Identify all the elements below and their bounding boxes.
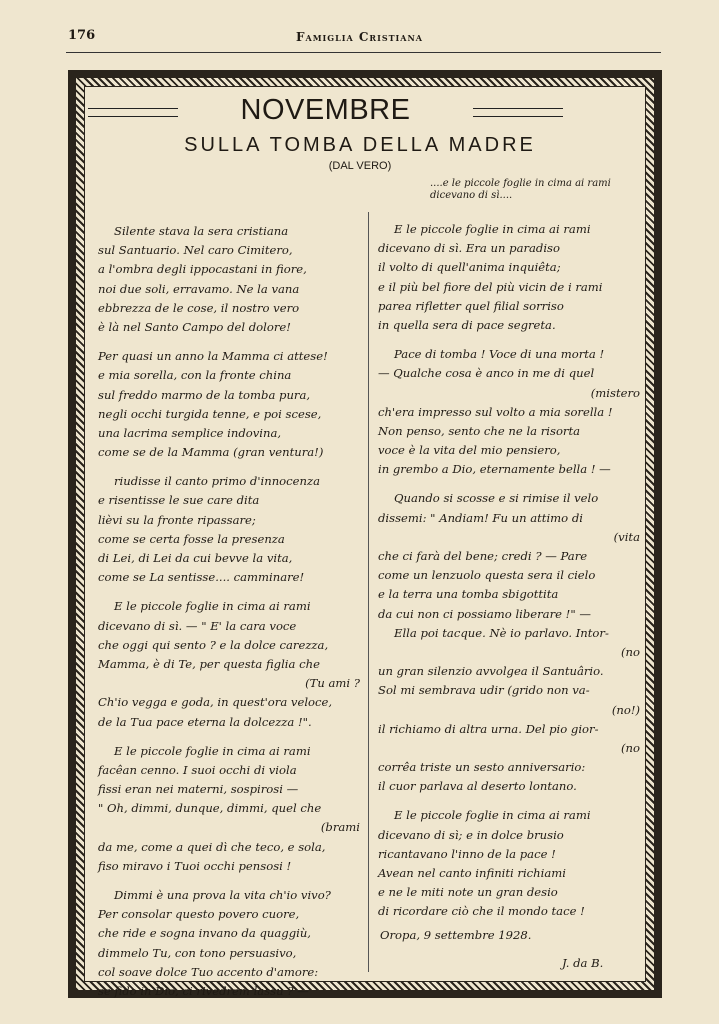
verse-line: e il più bel fiore del più vicin de i rami: [378, 279, 603, 294]
verse-line: da cui non ci possiamo liberare !" —: [378, 606, 591, 621]
verse-line: Non penso, sento che ne la risorta: [378, 423, 581, 438]
stanza: [98, 347, 360, 462]
verse-line: il volto di quell'anima inquiêta;: [378, 260, 561, 275]
verse-line: parea rifletter quel filial sorriso: [378, 298, 564, 313]
poem-note: (DAL VERO): [328, 160, 392, 172]
title-row: [88, 94, 563, 132]
running-head: Famiglia Cristiana: [295, 30, 424, 44]
verse-line: Pace di tomba ! Voce di una morta !: [394, 347, 605, 362]
signature: J. da B.: [562, 956, 604, 970]
verse-line: dissemi: " Andiam! Fu un attimo di: [378, 510, 583, 525]
verse-line: come un lenzuolo questa sera il cielo: [378, 568, 596, 583]
verse-line: riudisse il canto primo d'innocenza: [114, 474, 320, 489]
verse-line: e ne le miti note un gran desio: [378, 885, 558, 900]
epigraph: [430, 178, 650, 202]
epigraph-line: dicevano di sì....: [430, 190, 513, 201]
verse-line: come se de la Mamma (gran ventura!): [98, 445, 324, 460]
verse-line: Mamma, è di Te, per questa figlia che: [98, 656, 320, 671]
verse-line: E le piccole foglie in cima ai rami: [114, 599, 311, 614]
verse-line: a l'ombra degli ippocastani in fiore,: [98, 262, 307, 277]
verse-line: che ci farà del bene; credi ? — Pare: [378, 549, 588, 563]
verse-line: che oggi qui sento ? e la dolce carezza,: [98, 637, 329, 652]
epigraph-line: ....e le piccole foglie in cima ai rami: [430, 178, 611, 189]
stanza: [378, 489, 640, 796]
stanza: [378, 345, 640, 479]
verse-line: (no: [621, 644, 640, 659]
verse-line: come se certa fosse la presenza: [98, 531, 285, 546]
verse-line: noi due soli, erravamo. Ne la vana: [98, 281, 300, 296]
verse-line: E le piccole foglie in cima ai rami: [394, 808, 591, 823]
verse-line: sul freddo marmo de la tomba pura,: [98, 387, 311, 402]
verse-line: di Lei, di Lei da cui bevve la vita,: [98, 551, 293, 565]
verse-line: de la Tua pace eterna la dolcezza !".: [98, 714, 312, 729]
verse-line: (vita: [613, 529, 640, 544]
verse-line: Per quasi un anno la Mamma ci attese!: [98, 349, 328, 364]
stanza: [378, 220, 640, 335]
verse-line: E le piccole foglie in cima ai rami: [394, 222, 591, 236]
verse-line: e mia sorella, con la fronte china: [98, 368, 292, 383]
verse-line: dicevano di sì. Era un paradiso: [378, 241, 560, 256]
header-rule: [66, 52, 661, 53]
verse-line: (no: [621, 740, 640, 755]
verse-line: dicevano di sì; e in dolce brusio: [378, 827, 564, 842]
right-column: [378, 220, 640, 932]
verse-line: Per consolar questo povero cuore,: [98, 907, 300, 922]
verse-line: (mistero: [590, 385, 640, 400]
verse-line: — Qualche cosa è anco in me di quel: [378, 366, 595, 381]
verse-line: il cuor parlava al deserto lontano.: [378, 779, 577, 794]
verse-line: un gran silenzio avvolgea il Santuârio.: [378, 664, 604, 679]
verse-line: (Tu ami ?: [305, 676, 360, 691]
stanza: [98, 742, 360, 876]
verse-line: il richiamo di altra urna. Del pio gior-: [378, 721, 599, 736]
verse-line: ricantavano l'inno de la pace !: [378, 846, 556, 861]
verse-line: corrêa triste un sesto anniversario:: [378, 760, 586, 775]
verse-line: fiso miravo i Tuoi occhi pensosi !: [98, 858, 292, 873]
verse-line: in quella sera di pace segreta.: [378, 317, 556, 332]
poem-subtitle: SULLA TOMBA DELLA MADRE: [184, 134, 536, 156]
verse-line: fissi eran nei materni, sospirosi —: [98, 782, 299, 797]
verse-line: Avean nel canto infiniti richiami: [378, 866, 566, 880]
verse-line: sul Santuario. Nel caro Cimitero,: [98, 243, 293, 258]
verse-line: (no!): [611, 702, 640, 717]
stanza: [98, 222, 360, 337]
verse-line: Ch'io vegga e goda, in quest'ora veloce,: [98, 695, 333, 710]
verse-line: se fido in Dio, ci rivedrem lassù ? —: [98, 983, 309, 998]
verse-line: Silente stava la sera cristiana: [114, 224, 289, 238]
page-number: 176: [68, 28, 96, 43]
verse-line: col soave dolce Tuo accento d'amore:: [98, 964, 319, 979]
verse-line: come se La sentisse.... camminare!: [98, 570, 305, 585]
verse-line: dimmelo Tu, con tono persuasivo,: [98, 945, 297, 960]
verse-line: dicevano di sì. — " E' la cara voce: [98, 618, 297, 633]
verse-line: voce è la vita del mio pensiero,: [378, 443, 561, 458]
verse-line: in grembo a Dio, eternamente bella ! —: [378, 462, 611, 477]
verse-line: una lacrima semplice indovina,: [98, 425, 282, 440]
verse-line: e risentisse le sue care dita: [98, 493, 260, 508]
verse-line: Dimmi è una prova la vita ch'io vivo?: [114, 888, 331, 902]
title-rule-right: [473, 108, 563, 117]
verse-line: ch'era impresso sul volto a mia sorella !: [378, 404, 613, 419]
verse-line: Ella poi tacque. Nè io parlavo. Intor-: [394, 625, 609, 640]
verse-line: Quando si scosse e si rimise il velo: [394, 491, 599, 506]
verse-line: (brami: [320, 820, 360, 835]
stanza: [98, 597, 360, 731]
column-divider: [368, 212, 369, 972]
verse-line: negli occhi turgida tenne, e poi scese,: [98, 406, 322, 421]
stanza: [98, 886, 360, 1001]
verse-line: " Oh, dimmi, dunque, dimmi, quel che: [98, 801, 322, 816]
verse-line: lièvi su la fronte ripassare;: [98, 512, 256, 527]
verse-line: ebbrezza de le cose, il nostro vero: [98, 300, 300, 315]
verse-line: di ricordare ciò che il mondo tace !: [378, 904, 585, 919]
verse-line: che ride e sogna invano da quaggiù,: [98, 926, 311, 941]
stanza: [98, 472, 360, 587]
stanza: [378, 806, 640, 921]
verse-line: è là nel Santo Campo del dolore!: [98, 319, 291, 334]
verse-line: Sol mi sembrava udir (grido non va-: [378, 683, 590, 698]
verse-line: E le piccole foglie in cima ai rami: [114, 743, 311, 758]
left-column: [98, 222, 360, 1011]
verse-line: e la terra una tomba sbigottita: [378, 587, 559, 602]
place-date: Oropa, 9 settembre 1928.: [380, 928, 532, 942]
verse-line: facêan cenno. I suoi occhi di viola: [98, 762, 297, 777]
poem-title: NOVEMBRE: [240, 94, 411, 126]
verse-line: da me, come a quei dì che teco, e sola,: [98, 839, 326, 854]
